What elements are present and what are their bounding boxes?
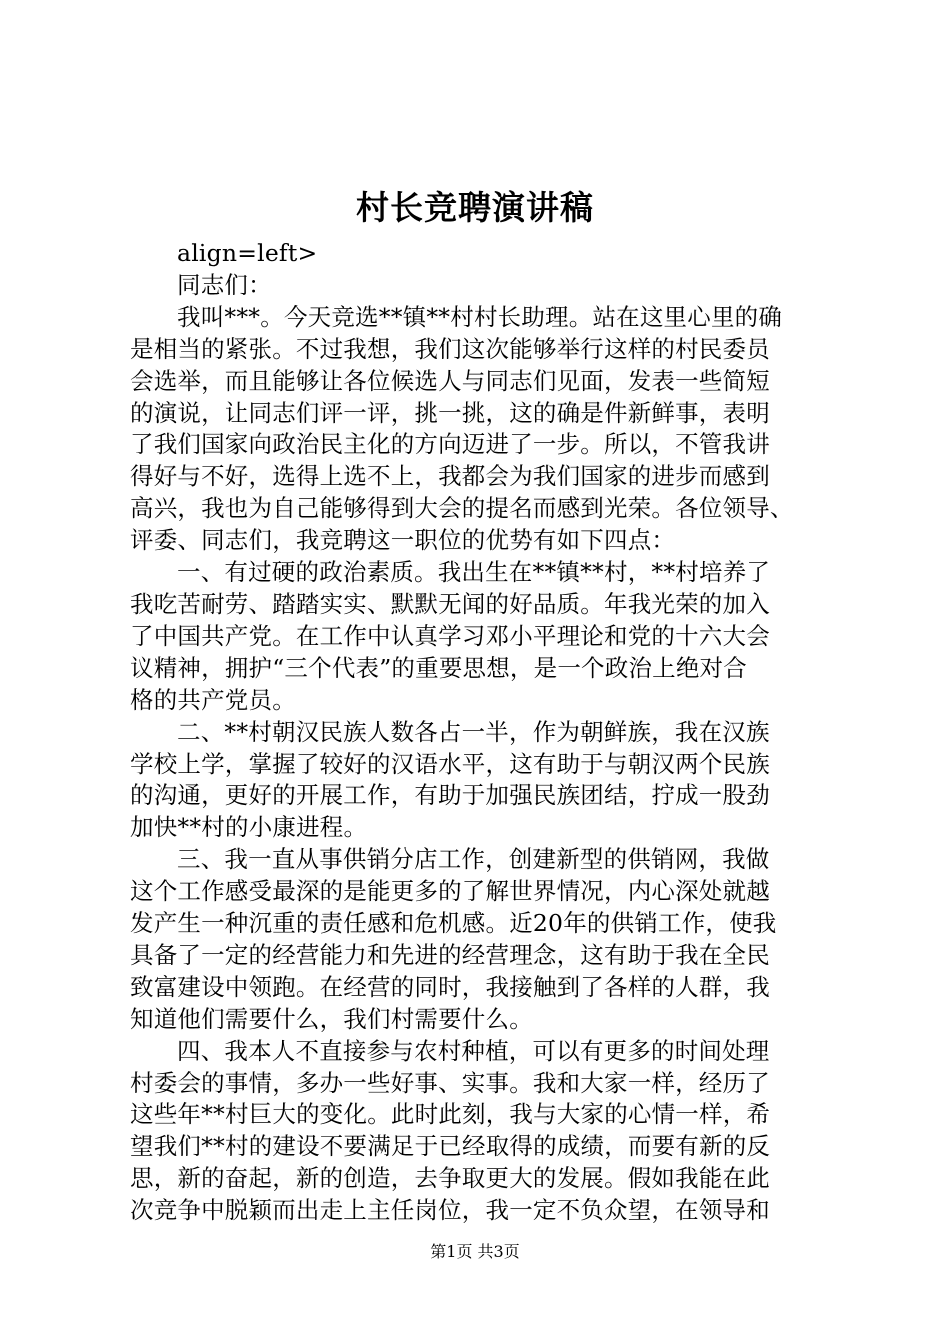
body-line: align=left>: [177, 239, 318, 267]
body-line: 三、我一直从事供销分店工作，创建新型的供销网，我做: [177, 845, 770, 874]
body-line: 这些年**村巨大的变化。此时此刻，我与大家的心情一样，希: [130, 1100, 771, 1129]
body-line: 次竞争中脱颖而出走上主任岗位，我一定不负众望，在领导和: [130, 1196, 770, 1225]
body-line: 是相当的紧张。不过我想，我们这次能够举行这样的村民委员: [130, 334, 770, 363]
body-line: 具备了一定的经营能力和先进的经营理念，这有助于我在全民: [130, 940, 770, 969]
body-line: 同志们：: [177, 270, 272, 299]
body-line: 望我们**村的建设不要满足于已经取得的成绩，而要有新的反: [130, 1132, 771, 1161]
body-line: 思，新的奋起，新的创造，去争取更大的发展。假如我能在此: [130, 1164, 770, 1193]
body-line: 这个工作感受最深的是能更多的了解世界情况，内心深处就越: [130, 877, 770, 906]
body-line: 加快**村的小康进程。: [130, 813, 368, 842]
body-line: 我叫***。今天竞选**镇**村村长助理。站在这里心里的确: [177, 302, 783, 331]
body-line: 致富建设中领跑。在经营的同时，我接触到了各样的人群，我: [130, 972, 770, 1001]
body-line: 四、我本人不直接参与农村种植，可以有更多的时间处理: [177, 1036, 770, 1065]
body-line: 的沟通，更好的开展工作，有助于加强民族团结，拧成一股劲: [130, 781, 770, 810]
document-body: [130, 238, 835, 1227]
body-line: 了中国共产党。在工作中认真学习邓小平理论和党的十六大会: [130, 621, 770, 650]
page-footer: 第1页 共3页: [430, 1242, 520, 1261]
body-line: 村委会的事情，多办一些好事、实事。我和大家一样，经历了: [130, 1068, 770, 1097]
body-line: 格的共产党员。: [130, 685, 296, 714]
body-line: 议精神，拥护“三个代表”的重要思想，是一个政治上绝对合: [130, 653, 747, 682]
body-line: 得好与不好，选得上选不上，我都会为我们国家的进步而感到: [130, 462, 770, 491]
body-line: 评委、同志们，我竞聘这一职位的优势有如下四点：: [130, 526, 676, 555]
body-line: 的演说，让同志们评一评，挑一挑，这的确是件新鲜事，表明: [130, 398, 770, 427]
body-line: 一、有过硬的政治素质。我出生在**镇**村，**村培养了: [177, 558, 771, 587]
body-line: 了我们国家向政治民主化的方向迈进了一步。所以，不管我讲: [130, 430, 770, 459]
body-line: 会选举，而且能够让各位候选人与同志们见面，发表一些简短: [130, 366, 770, 395]
document-title: 村长竞聘演讲稿: [356, 188, 594, 227]
body-line: 学校上学，掌握了较好的汉语水平，这有助于与朝汉两个民族: [130, 749, 770, 778]
body-line: 二、**村朝汉民族人数各占一半，作为朝鲜族，我在汉族: [177, 717, 770, 746]
body-line: 高兴，我也为自己能够得到大会的提名而感到光荣。各位领导、: [130, 494, 794, 523]
body-line: 发产生一种沉重的责任感和危机感。近20年的供销工作，使我: [130, 909, 777, 938]
body-line: 我吃苦耐劳、踏踏实实、默默无闻的好品质。年我光荣的加入: [130, 589, 770, 618]
body-line: 知道他们需要什么，我们村需要什么。: [130, 1004, 533, 1033]
